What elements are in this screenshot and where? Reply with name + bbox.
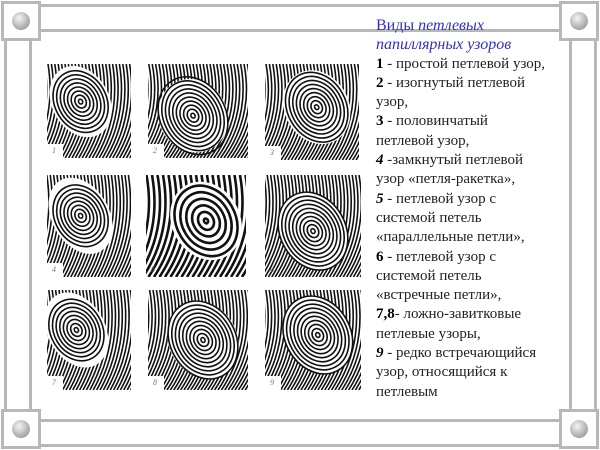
legend-item-text: узор «петля-ракетка», <box>376 171 516 188</box>
legend-item-number: 1 <box>376 55 384 72</box>
fingerprint-image <box>148 64 248 158</box>
legend-item-text: петлевым <box>376 383 438 400</box>
slide-title-line-1 <box>376 16 576 35</box>
legend-item-text: - петлевой узор с <box>383 190 497 207</box>
fingerprint-image <box>148 290 248 390</box>
fingerprint-label: 1 <box>52 146 56 155</box>
legend-item-line <box>376 383 576 402</box>
fingerprint-image <box>265 290 361 390</box>
fingerprint-label: 6 <box>270 265 274 274</box>
legend-item-number: 6 <box>376 248 384 265</box>
legend-item-text: - половинчатый <box>383 113 488 130</box>
frame-line-left-inner <box>29 36 32 414</box>
frame-corner-top-left <box>1 1 41 41</box>
fingerprint-label: 4 <box>52 265 56 274</box>
title-italic: петлевых <box>418 17 484 34</box>
legend-list <box>376 55 576 402</box>
fingerprint-image <box>146 175 246 277</box>
frame-line-bottom-outer <box>36 444 564 447</box>
frame-line-left-outer <box>4 36 7 414</box>
fingerprint-label: 7 <box>52 378 56 387</box>
legend-item-text: - изогнутый петлевой <box>383 74 525 91</box>
legend-item-text: - ложно-завитковые <box>394 306 522 323</box>
legend-item-number: 4 <box>376 152 384 169</box>
fingerprint-image <box>47 175 131 277</box>
legend-item-line <box>376 132 576 151</box>
legend-item-text: -замкнутый петлевой <box>383 152 524 169</box>
frame-line-top-outer <box>36 4 564 7</box>
legend-item-line <box>376 55 576 74</box>
legend-item-line <box>376 170 576 189</box>
legend-item-text: «встречные петли», <box>376 287 502 304</box>
frame-corner-bottom-right <box>559 409 599 449</box>
legend-item-line <box>376 267 576 286</box>
corner-ball-icon <box>12 12 30 30</box>
legend-item-number: 7,8 <box>376 306 395 323</box>
legend-item-text: - простой петлевой узор, <box>383 55 546 72</box>
frame-line-right-outer <box>594 36 597 414</box>
legend-item-line <box>376 286 576 305</box>
frame-line-bottom-inner <box>36 419 564 422</box>
legend-item-text: «параллельные петли», <box>376 229 525 246</box>
legend-item-line <box>376 248 576 267</box>
fingerprint-label: 5 <box>151 265 155 274</box>
legend-item-text: узор, относящийся к <box>376 364 508 381</box>
legend-item-line <box>376 344 576 363</box>
legend-item-line <box>376 93 576 112</box>
fingerprint-image <box>265 64 359 160</box>
corner-ball-icon <box>12 420 30 438</box>
corner-ball-icon <box>570 420 588 438</box>
fingerprint-label: 9 <box>270 378 274 387</box>
legend-item-text: узор, <box>376 94 409 111</box>
legend-item-number: 3 <box>376 113 384 130</box>
legend-item-text: петлевой узор, <box>376 132 470 149</box>
legend-item-number: 2 <box>376 74 384 91</box>
title-italic-2: папиллярных узоров <box>376 36 512 54</box>
legend-item-text: системой петель <box>376 209 482 226</box>
legend-item-line <box>376 151 576 170</box>
legend-item-line <box>376 209 576 228</box>
legend-item-text: системой петель <box>376 267 482 284</box>
legend-item-number: 5 <box>376 190 384 207</box>
legend-item-line <box>376 305 576 324</box>
fingerprint-image <box>47 64 131 158</box>
slide-title-line-2 <box>376 35 576 54</box>
legend-item-text: - петлевой узор с <box>383 248 497 265</box>
legend-item-line <box>376 363 576 382</box>
legend-item-line <box>376 74 576 93</box>
fingerprint-label: 3 <box>270 148 274 157</box>
title-plain: Виды <box>376 17 419 34</box>
frame-corner-bottom-left <box>1 409 41 449</box>
fingerprint-label: 8 <box>153 378 157 387</box>
fingerprint-label: 2 <box>153 146 157 155</box>
legend-item-line <box>376 190 576 209</box>
fingerprint-image <box>265 175 361 277</box>
legend-item-text: петлевые узоры, <box>376 325 481 342</box>
legend-item-line <box>376 228 576 247</box>
legend-item-line <box>376 112 576 131</box>
legend-item-line <box>376 325 576 344</box>
legend-item-number: 9 <box>376 345 384 362</box>
legend-item-text: - редко встречающийся <box>383 345 537 362</box>
fingerprint-image <box>47 290 131 390</box>
slide-text <box>376 16 576 402</box>
